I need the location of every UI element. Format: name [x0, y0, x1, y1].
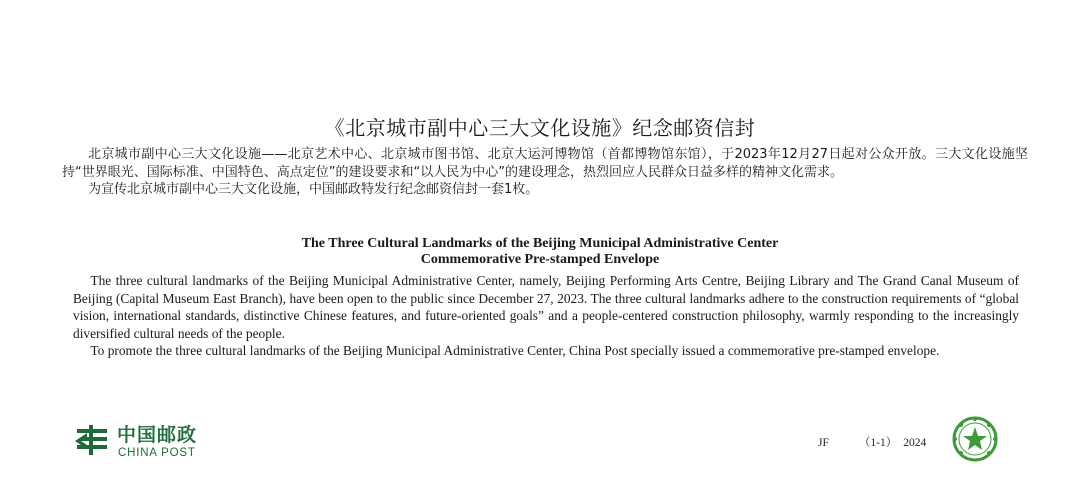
cn-paragraph-1: 北京城市副中心三大文化设施——北京艺术中心、北京城市图书馆、北京大运河博物馆（首都博物馆东馆），于2023年12月27日起对公众开放。三大文化设施坚持“世界眼光、国际标准、中国特色、高点定位”的建设要求和“以人民为中心”的建设理念，热烈回应人民群众日益多样的精神文化需求。	[62, 147, 1028, 180]
logo-text-en: CHINA POST	[118, 447, 196, 459]
en-paragraph-2: To promote the three cultural landmarks of the Beijing Municipal Administrative Center, China Post specially issued a commemorative pre-stamped envelope.	[90, 343, 940, 359]
en-body	[73, 272, 1019, 360]
seal-emblem-icon	[952, 416, 998, 462]
logo-text-cn: 中国邮政	[117, 424, 198, 446]
en-title-line-1: The Three Cultural Landmarks of the Beijing Municipal Administrative Center	[301, 236, 779, 251]
en-title-line-2: Commemorative Pre-stamped Envelope	[420, 252, 660, 267]
issue-code-number: （1-1）	[858, 437, 898, 449]
issue-code-prefix: JF	[818, 437, 829, 449]
en-paragraph-1: The three cultural landmarks of the Beijing Municipal Administrative Center, namely, Beijing Performing Arts Centre, Beijing Library and The Grand Canal Museum of Beijing (Capital Museum East Branch), have been open to the public since December 27, 2023. The three cultural landmarks adhere to the construction requirements of “global vision, international standards, distinctive Chinese features, and future-oriented goals” and a people-centered construction philosophy, warmly responding to the increasingly diversified cultural needs of the people.	[73, 273, 1019, 341]
en-title	[0, 236, 1080, 268]
issue-code-year: 2024	[903, 437, 927, 449]
cn-title: 《北京城市副中心三大文化设施》纪念邮资信封	[324, 116, 756, 140]
cn-paragraph-2: 为宣传北京城市副中心三大文化设施，中国邮政特发行纪念邮资信封一套1枚。	[88, 182, 539, 197]
china-post-logo	[73, 421, 213, 463]
issue-code	[818, 436, 926, 450]
china-post-logo-icon	[73, 421, 111, 459]
cn-body	[62, 146, 1028, 199]
